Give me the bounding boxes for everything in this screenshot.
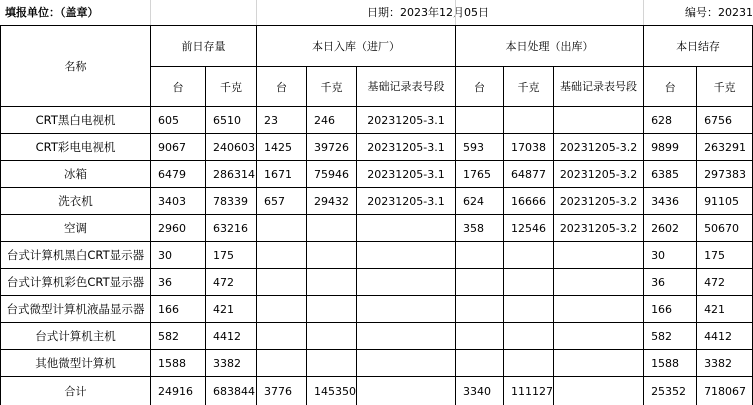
cell-name[interactable]: 台式计算机彩色CRT显示器	[1, 269, 151, 296]
cell-in-kg[interactable]	[307, 269, 357, 296]
total-in-kg[interactable]: 145350	[307, 377, 357, 405]
total-bal-tai[interactable]: 25352	[644, 377, 697, 405]
cell-in-tai[interactable]	[257, 269, 307, 296]
cell-out-kg[interactable]	[504, 269, 554, 296]
cell-bal-tai[interactable]: 582	[644, 323, 697, 350]
table-row	[1, 296, 753, 323]
cell-in-kg[interactable]: 29432	[307, 188, 357, 215]
cell-prev-tai[interactable]: 605	[151, 107, 206, 134]
cell-out-kg[interactable]	[504, 296, 554, 323]
cell-out-record[interactable]: 20231205-3.2	[554, 134, 644, 161]
cell-out-record[interactable]	[554, 269, 644, 296]
cell-bal-kg[interactable]: 50670	[697, 215, 753, 242]
cell-in-kg[interactable]: 75946	[307, 161, 357, 188]
cell-bal-tai[interactable]: 3436	[644, 188, 697, 215]
cell-bal-tai[interactable]: 2602	[644, 215, 697, 242]
gridline	[150, 0, 151, 25]
header-unit-tai[interactable]: 台	[257, 67, 307, 107]
cell-in-record[interactable]: 20231205-3.1	[357, 161, 456, 188]
cell-in-kg[interactable]	[307, 350, 357, 377]
header-prev-stock[interactable]: 前日存量	[151, 26, 257, 67]
cell-bal-kg[interactable]: 297383	[697, 161, 753, 188]
cell-out-kg[interactable]: 64877	[504, 161, 554, 188]
cell-in-record[interactable]: 20231205-3.1	[357, 134, 456, 161]
cell-name[interactable]: 台式微型计算机液晶显示器	[1, 296, 151, 323]
header-record-no[interactable]: 基础记录表号段	[554, 67, 644, 107]
gridline	[643, 0, 644, 25]
cell-out-record[interactable]: 20231205-3.2	[554, 188, 644, 215]
total-label[interactable]: 合计	[1, 377, 151, 405]
cell-out-record[interactable]	[554, 323, 644, 350]
total-out-kg[interactable]: 111127	[504, 377, 554, 405]
cell-in-kg[interactable]: 39726	[307, 134, 357, 161]
cell-in-record[interactable]	[357, 350, 456, 377]
total-prev-kg[interactable]: 683844	[206, 377, 257, 405]
cell-in-kg[interactable]	[307, 323, 357, 350]
cell-bal-tai[interactable]: 166	[644, 296, 697, 323]
cell-out-tai[interactable]	[456, 242, 504, 269]
gridline	[455, 0, 456, 25]
cell-out-tai[interactable]: 358	[456, 215, 504, 242]
cell-in-record[interactable]	[357, 242, 456, 269]
cell-prev-tai[interactable]: 9067	[151, 134, 206, 161]
cell-in-tai[interactable]	[257, 296, 307, 323]
cell-in-tai[interactable]: 657	[257, 188, 307, 215]
header-unit-tai[interactable]: 台	[644, 67, 697, 107]
cell-prev-kg[interactable]: 472	[206, 269, 257, 296]
cell-bal-tai[interactable]: 6385	[644, 161, 697, 188]
header-row-groups	[1, 26, 753, 67]
table-row	[1, 161, 753, 188]
table-row	[1, 323, 753, 350]
table-row	[1, 269, 753, 296]
cell-name[interactable]: 其他微型计算机	[1, 350, 151, 377]
total-bal-kg[interactable]: 718067	[697, 377, 753, 405]
report-number-label[interactable]: 编号：20231	[685, 6, 753, 19]
cell-out-record[interactable]: 20231205-3.2	[554, 161, 644, 188]
cell-in-record[interactable]: 20231205-3.1	[357, 188, 456, 215]
header-unit-tai[interactable]: 台	[456, 67, 504, 107]
cell-prev-kg[interactable]: 6510	[206, 107, 257, 134]
header-record-no[interactable]: 基础记录表号段	[357, 67, 456, 107]
total-out-tai[interactable]: 3340	[456, 377, 504, 405]
table-row	[1, 350, 753, 377]
cell-name[interactable]: 洗衣机	[1, 188, 151, 215]
cell-out-kg[interactable]	[504, 242, 554, 269]
header-balance[interactable]: 本日结存	[644, 26, 753, 67]
cell-bal-kg[interactable]: 175	[697, 242, 753, 269]
cell-bal-tai[interactable]: 1588	[644, 350, 697, 377]
cell-name[interactable]: 空调	[1, 215, 151, 242]
table-row	[1, 188, 753, 215]
cell-bal-kg[interactable]: 3382	[697, 350, 753, 377]
cell-prev-tai[interactable]: 30	[151, 242, 206, 269]
cell-out-tai[interactable]	[456, 350, 504, 377]
cell-prev-kg[interactable]: 63216	[206, 215, 257, 242]
cell-in-record[interactable]: 20231205-3.1	[357, 107, 456, 134]
cell-name[interactable]: CRT彩电电视机	[1, 134, 151, 161]
cell-out-kg[interactable]: 17038	[504, 134, 554, 161]
cell-prev-kg[interactable]: 421	[206, 296, 257, 323]
header-inbound[interactable]: 本日入库（进厂）	[257, 26, 456, 67]
table-row	[1, 134, 753, 161]
cell-prev-tai[interactable]: 6479	[151, 161, 206, 188]
total-in-record[interactable]	[357, 377, 456, 405]
cell-name[interactable]: 台式计算机黑白CRT显示器	[1, 242, 151, 269]
cell-in-tai[interactable]: 23	[257, 107, 307, 134]
header-name[interactable]: 名称	[1, 26, 151, 107]
cell-in-record[interactable]	[357, 296, 456, 323]
gridline	[256, 0, 257, 25]
cell-in-tai[interactable]	[257, 215, 307, 242]
cell-bal-tai[interactable]: 30	[644, 242, 697, 269]
total-in-tai[interactable]: 3776	[257, 377, 307, 405]
cell-bal-kg[interactable]: 263291	[697, 134, 753, 161]
cell-in-kg[interactable]	[307, 242, 357, 269]
total-prev-tai[interactable]: 24916	[151, 377, 206, 405]
cell-in-record[interactable]	[357, 215, 456, 242]
cell-bal-kg[interactable]: 472	[697, 269, 753, 296]
cell-bal-tai[interactable]: 9899	[644, 134, 697, 161]
cell-out-tai[interactable]: 624	[456, 188, 504, 215]
inventory-table	[0, 25, 753, 405]
cell-out-record[interactable]	[554, 107, 644, 134]
cell-out-kg[interactable]: 16666	[504, 188, 554, 215]
cell-out-record[interactable]	[554, 242, 644, 269]
cell-in-tai[interactable]: 1671	[257, 161, 307, 188]
cell-in-tai[interactable]	[257, 323, 307, 350]
cell-out-tai[interactable]: 1765	[456, 161, 504, 188]
table-row	[1, 107, 753, 134]
cell-bal-kg[interactable]: 6756	[697, 107, 753, 134]
header-unit-kg[interactable]: 千克	[504, 67, 554, 107]
cell-prev-kg[interactable]: 4412	[206, 323, 257, 350]
cell-prev-tai[interactable]: 582	[151, 323, 206, 350]
cell-in-kg[interactable]	[307, 215, 357, 242]
cell-bal-kg[interactable]: 4412	[697, 323, 753, 350]
cell-out-tai[interactable]	[456, 269, 504, 296]
cell-name[interactable]: 台式计算机主机	[1, 323, 151, 350]
cell-name[interactable]: CRT黑白电视机	[1, 107, 151, 134]
cell-out-tai[interactable]	[456, 296, 504, 323]
cell-out-tai[interactable]	[456, 323, 504, 350]
cell-out-kg[interactable]: 12546	[504, 215, 554, 242]
cell-out-record[interactable]	[554, 350, 644, 377]
cell-name[interactable]: 冰箱	[1, 161, 151, 188]
table-row	[1, 215, 753, 242]
cell-prev-kg[interactable]: 286314	[206, 161, 257, 188]
cell-in-kg[interactable]: 246	[307, 107, 357, 134]
header-unit-kg[interactable]: 千克	[206, 67, 257, 107]
cell-in-tai[interactable]: 1425	[257, 134, 307, 161]
header-unit-kg[interactable]: 千克	[307, 67, 357, 107]
cell-out-kg[interactable]	[504, 107, 554, 134]
cell-prev-tai[interactable]: 3403	[151, 188, 206, 215]
cell-prev-tai[interactable]: 1588	[151, 350, 206, 377]
cell-bal-tai[interactable]: 36	[644, 269, 697, 296]
cell-in-tai[interactable]	[257, 242, 307, 269]
cell-in-record[interactable]	[357, 269, 456, 296]
cell-out-record[interactable]: 20231205-3.2	[554, 215, 644, 242]
cell-in-record[interactable]	[357, 323, 456, 350]
report-date-label[interactable]: 日期：2023年12月05日	[367, 6, 489, 19]
cell-in-tai[interactable]	[257, 350, 307, 377]
cell-out-tai[interactable]	[456, 107, 504, 134]
table-row	[1, 242, 753, 269]
total-row	[1, 377, 753, 405]
cell-out-tai[interactable]: 593	[456, 134, 504, 161]
cell-prev-kg[interactable]: 78339	[206, 188, 257, 215]
cell-out-record[interactable]	[554, 296, 644, 323]
cell-bal-kg[interactable]: 421	[697, 296, 753, 323]
cell-prev-kg[interactable]: 240603	[206, 134, 257, 161]
header-outbound[interactable]: 本日处理（出库）	[456, 26, 644, 67]
cell-out-kg[interactable]	[504, 323, 554, 350]
cell-prev-tai[interactable]: 2960	[151, 215, 206, 242]
reporting-unit-label[interactable]: 填报单位：（盖章）	[5, 6, 99, 19]
cell-prev-kg[interactable]: 3382	[206, 350, 257, 377]
header-unit-tai[interactable]: 台	[151, 67, 206, 107]
cell-out-kg[interactable]	[504, 350, 554, 377]
cell-bal-tai[interactable]: 628	[644, 107, 697, 134]
report-header-row	[0, 0, 753, 26]
cell-bal-kg[interactable]: 91105	[697, 188, 753, 215]
header-unit-kg[interactable]: 千克	[697, 67, 753, 107]
cell-prev-kg[interactable]: 175	[206, 242, 257, 269]
cell-prev-tai[interactable]: 166	[151, 296, 206, 323]
cell-in-kg[interactable]	[307, 296, 357, 323]
total-out-record[interactable]	[554, 377, 644, 405]
cell-prev-tai[interactable]: 36	[151, 269, 206, 296]
